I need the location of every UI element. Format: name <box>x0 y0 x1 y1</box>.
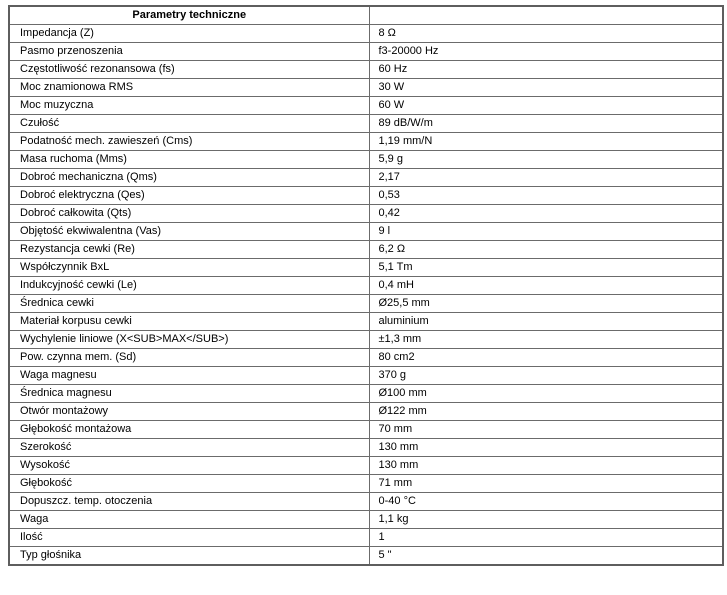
param-cell: Rezystancja cewki (Re) <box>9 241 369 259</box>
value-cell: 6,2 Ω <box>369 241 723 259</box>
table-row <box>9 421 723 439</box>
param-cell: Dobroć całkowita (Qts) <box>9 205 369 223</box>
table-row <box>9 115 723 133</box>
table-row <box>9 205 723 223</box>
table-row <box>9 223 723 241</box>
table-row <box>9 277 723 295</box>
param-cell: Czułość <box>9 115 369 133</box>
table-row <box>9 151 723 169</box>
param-cell: Moc znamionowa RMS <box>9 79 369 97</box>
value-cell: aluminium <box>369 313 723 331</box>
table-row <box>9 439 723 457</box>
param-cell: Indukcyjność cewki (Le) <box>9 277 369 295</box>
value-cell: 370 g <box>369 367 723 385</box>
param-cell: Częstotliwość rezonansowa (fs) <box>9 61 369 79</box>
param-cell: Masa ruchoma (Mms) <box>9 151 369 169</box>
value-cell: 0,42 <box>369 205 723 223</box>
table-row <box>9 133 723 151</box>
table-row <box>9 511 723 529</box>
param-cell: Pow. czynna mem. (Sd) <box>9 349 369 367</box>
table-row <box>9 295 723 313</box>
param-cell: Szerokość <box>9 439 369 457</box>
value-cell: 5,1 Tm <box>369 259 723 277</box>
value-cell: 8 Ω <box>369 25 723 43</box>
value-cell: Ø25,5 mm <box>369 295 723 313</box>
param-cell: Głębokość montażowa <box>9 421 369 439</box>
value-cell: 2,17 <box>369 169 723 187</box>
table-row <box>9 367 723 385</box>
table-row <box>9 187 723 205</box>
table-row <box>9 385 723 403</box>
value-cell: 1,19 mm/N <box>369 133 723 151</box>
table-row <box>9 259 723 277</box>
param-cell: Wychylenie liniowe (X<SUB>MAX</SUB>) <box>9 331 369 349</box>
table-row <box>9 79 723 97</box>
table-row <box>9 331 723 349</box>
value-cell: 80 cm2 <box>369 349 723 367</box>
param-cell: Impedancja (Z) <box>9 25 369 43</box>
table-row <box>9 547 723 566</box>
param-cell: Ilość <box>9 529 369 547</box>
value-cell: 9 l <box>369 223 723 241</box>
table-row <box>9 403 723 421</box>
param-cell: Waga <box>9 511 369 529</box>
param-cell: Głębokość <box>9 475 369 493</box>
value-cell: 30 W <box>369 79 723 97</box>
param-cell: Materiał korpusu cewki <box>9 313 369 331</box>
table-row <box>9 313 723 331</box>
spec-table-body <box>9 25 723 566</box>
table-row <box>9 61 723 79</box>
param-cell: Współczynnik BxL <box>9 259 369 277</box>
param-cell: Dopuszcz. temp. otoczenia <box>9 493 369 511</box>
param-cell: Objętość ekwiwalentna (Vas) <box>9 223 369 241</box>
param-cell: Moc muzyczna <box>9 97 369 115</box>
param-cell: Dobroć elektryczna (Qes) <box>9 187 369 205</box>
param-cell: Otwór montażowy <box>9 403 369 421</box>
param-cell: Waga magnesu <box>9 367 369 385</box>
value-cell: Ø122 mm <box>369 403 723 421</box>
table-row <box>9 475 723 493</box>
table-row <box>9 97 723 115</box>
value-cell: 70 mm <box>369 421 723 439</box>
param-cell: Podatność mech. zawieszeń (Cms) <box>9 133 369 151</box>
value-cell: 1 <box>369 529 723 547</box>
table-row <box>9 457 723 475</box>
table-header-title: Parametry techniczne <box>9 6 369 25</box>
value-cell: 60 W <box>369 97 723 115</box>
value-cell: 71 mm <box>369 475 723 493</box>
table-header-value-empty <box>369 6 723 25</box>
table-header-row <box>9 6 723 25</box>
value-cell: Ø100 mm <box>369 385 723 403</box>
param-cell: Pasmo przenoszenia <box>9 43 369 61</box>
param-cell: Wysokość <box>9 457 369 475</box>
value-cell: 0-40 °C <box>369 493 723 511</box>
value-cell: 0,4 mH <box>369 277 723 295</box>
value-cell: 60 Hz <box>369 61 723 79</box>
table-row <box>9 241 723 259</box>
table-row <box>9 529 723 547</box>
param-cell: Typ głośnika <box>9 547 369 566</box>
value-cell: 5 " <box>369 547 723 566</box>
value-cell: ±1,3 mm <box>369 331 723 349</box>
value-cell: 0,53 <box>369 187 723 205</box>
table-row <box>9 43 723 61</box>
table-row <box>9 169 723 187</box>
param-cell: Średnica cewki <box>9 295 369 313</box>
technical-parameters-table <box>8 5 724 566</box>
value-cell: 89 dB/W/m <box>369 115 723 133</box>
param-cell: Średnica magnesu <box>9 385 369 403</box>
value-cell: 5,9 g <box>369 151 723 169</box>
value-cell: 1,1 kg <box>369 511 723 529</box>
value-cell: f3-20000 Hz <box>369 43 723 61</box>
param-cell: Dobroć mechaniczna (Qms) <box>9 169 369 187</box>
table-row <box>9 25 723 43</box>
value-cell: 130 mm <box>369 439 723 457</box>
table-row <box>9 493 723 511</box>
table-row <box>9 349 723 367</box>
value-cell: 130 mm <box>369 457 723 475</box>
